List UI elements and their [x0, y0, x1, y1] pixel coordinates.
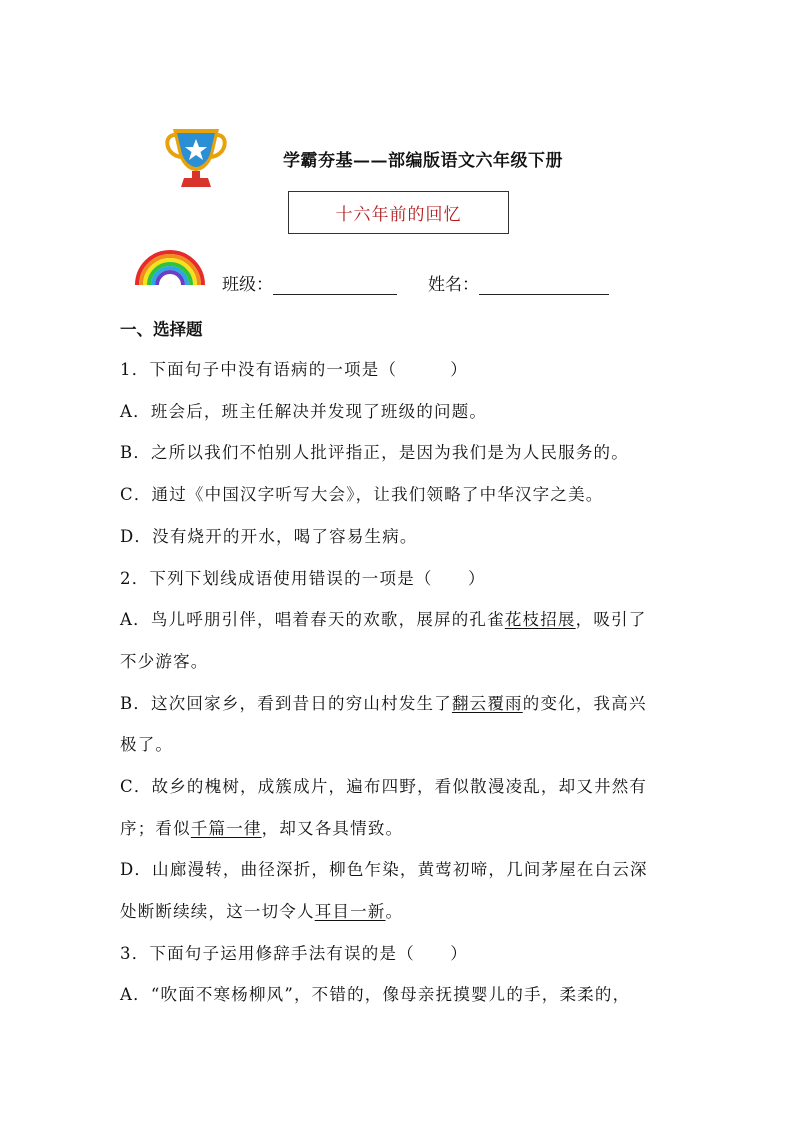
- option-b-text-end: 的变化，我高兴: [522, 694, 647, 713]
- option-c-text-end: ，却又各具情致。: [261, 819, 404, 838]
- lesson-title-box: [288, 191, 509, 234]
- document-title: 学霸夯基——部编版语文六年级下册: [283, 151, 563, 171]
- question-1-option-c: C．通过《中国汉字听写大会》，让我们领略了中华汉字之美。: [120, 485, 604, 504]
- underlined-idiom: 翻云覆雨: [451, 694, 523, 713]
- lesson-title: 十六年前的回忆: [335, 205, 462, 225]
- name-label: 姓名：: [428, 275, 479, 295]
- question-2-option-b-line1: [120, 690, 647, 714]
- question-2-option-c-line1: C．故乡的槐树，成簇成片，遍布四野，看似散漫凌乱，却又井然有: [120, 777, 648, 796]
- underlined-idiom: 花枝招展: [504, 610, 576, 629]
- question-1-option-b: B．之所以我们不怕别人批评指正，是因为我们是为人民服务的。: [120, 443, 629, 462]
- underlined-idiom: 耳目一新: [314, 902, 386, 921]
- question-2-option-d-line1: D．山廊漫转，曲径深折，柳色乍染，黄莺初啼，几间茅屋在白云深: [120, 860, 648, 879]
- question-2-option-d-line2: [120, 898, 403, 922]
- question-2-option-c-line2: [120, 815, 403, 839]
- option-d-text-end: 。: [385, 902, 404, 921]
- class-field: [222, 270, 397, 295]
- option-a-text-end: ，吸引了: [575, 610, 647, 629]
- question-1-option-d: D．没有烧开的开水，喝了容易生病。: [120, 527, 418, 546]
- option-c-text: 序；看似: [120, 819, 191, 838]
- rainbow-icon: [133, 247, 207, 287]
- question-1-stem: 1．下面句子中没有语病的一项是（ ）: [120, 360, 468, 379]
- trophy-icon: [163, 125, 229, 191]
- class-blank[interactable]: [273, 274, 397, 295]
- question-2-option-a-line2: 不少游客。: [120, 652, 209, 671]
- question-3-option-a: A．“吹面不寒杨柳风”，不错的，像母亲抚摸婴儿的手，柔柔的，: [120, 985, 631, 1004]
- class-label: 班级：: [222, 275, 273, 295]
- name-field: [428, 270, 609, 295]
- question-2-option-a-line1: [120, 606, 646, 630]
- section-heading: 一、选择题: [120, 320, 203, 339]
- option-b-text: B．这次回家乡，看到昔日的穷山村发生了: [120, 694, 452, 713]
- question-3-stem: 3．下面句子运用修辞手法有误的是（ ）: [120, 944, 468, 963]
- option-a-text: A．鸟儿呼朋引伴，唱着春天的欢歌，展屏的孔雀: [120, 610, 505, 629]
- name-blank[interactable]: [479, 274, 609, 295]
- question-1-option-a: A．班会后，班主任解决并发现了班级的问题。: [120, 402, 488, 421]
- underlined-idiom: 千篇一律: [190, 819, 262, 838]
- question-2-stem: 2．下列下划线成语使用错误的一项是（ ）: [120, 569, 486, 588]
- question-2-option-b-line2: 极了。: [120, 735, 174, 754]
- option-d-text: 处断断续续，这一切令人: [120, 902, 315, 921]
